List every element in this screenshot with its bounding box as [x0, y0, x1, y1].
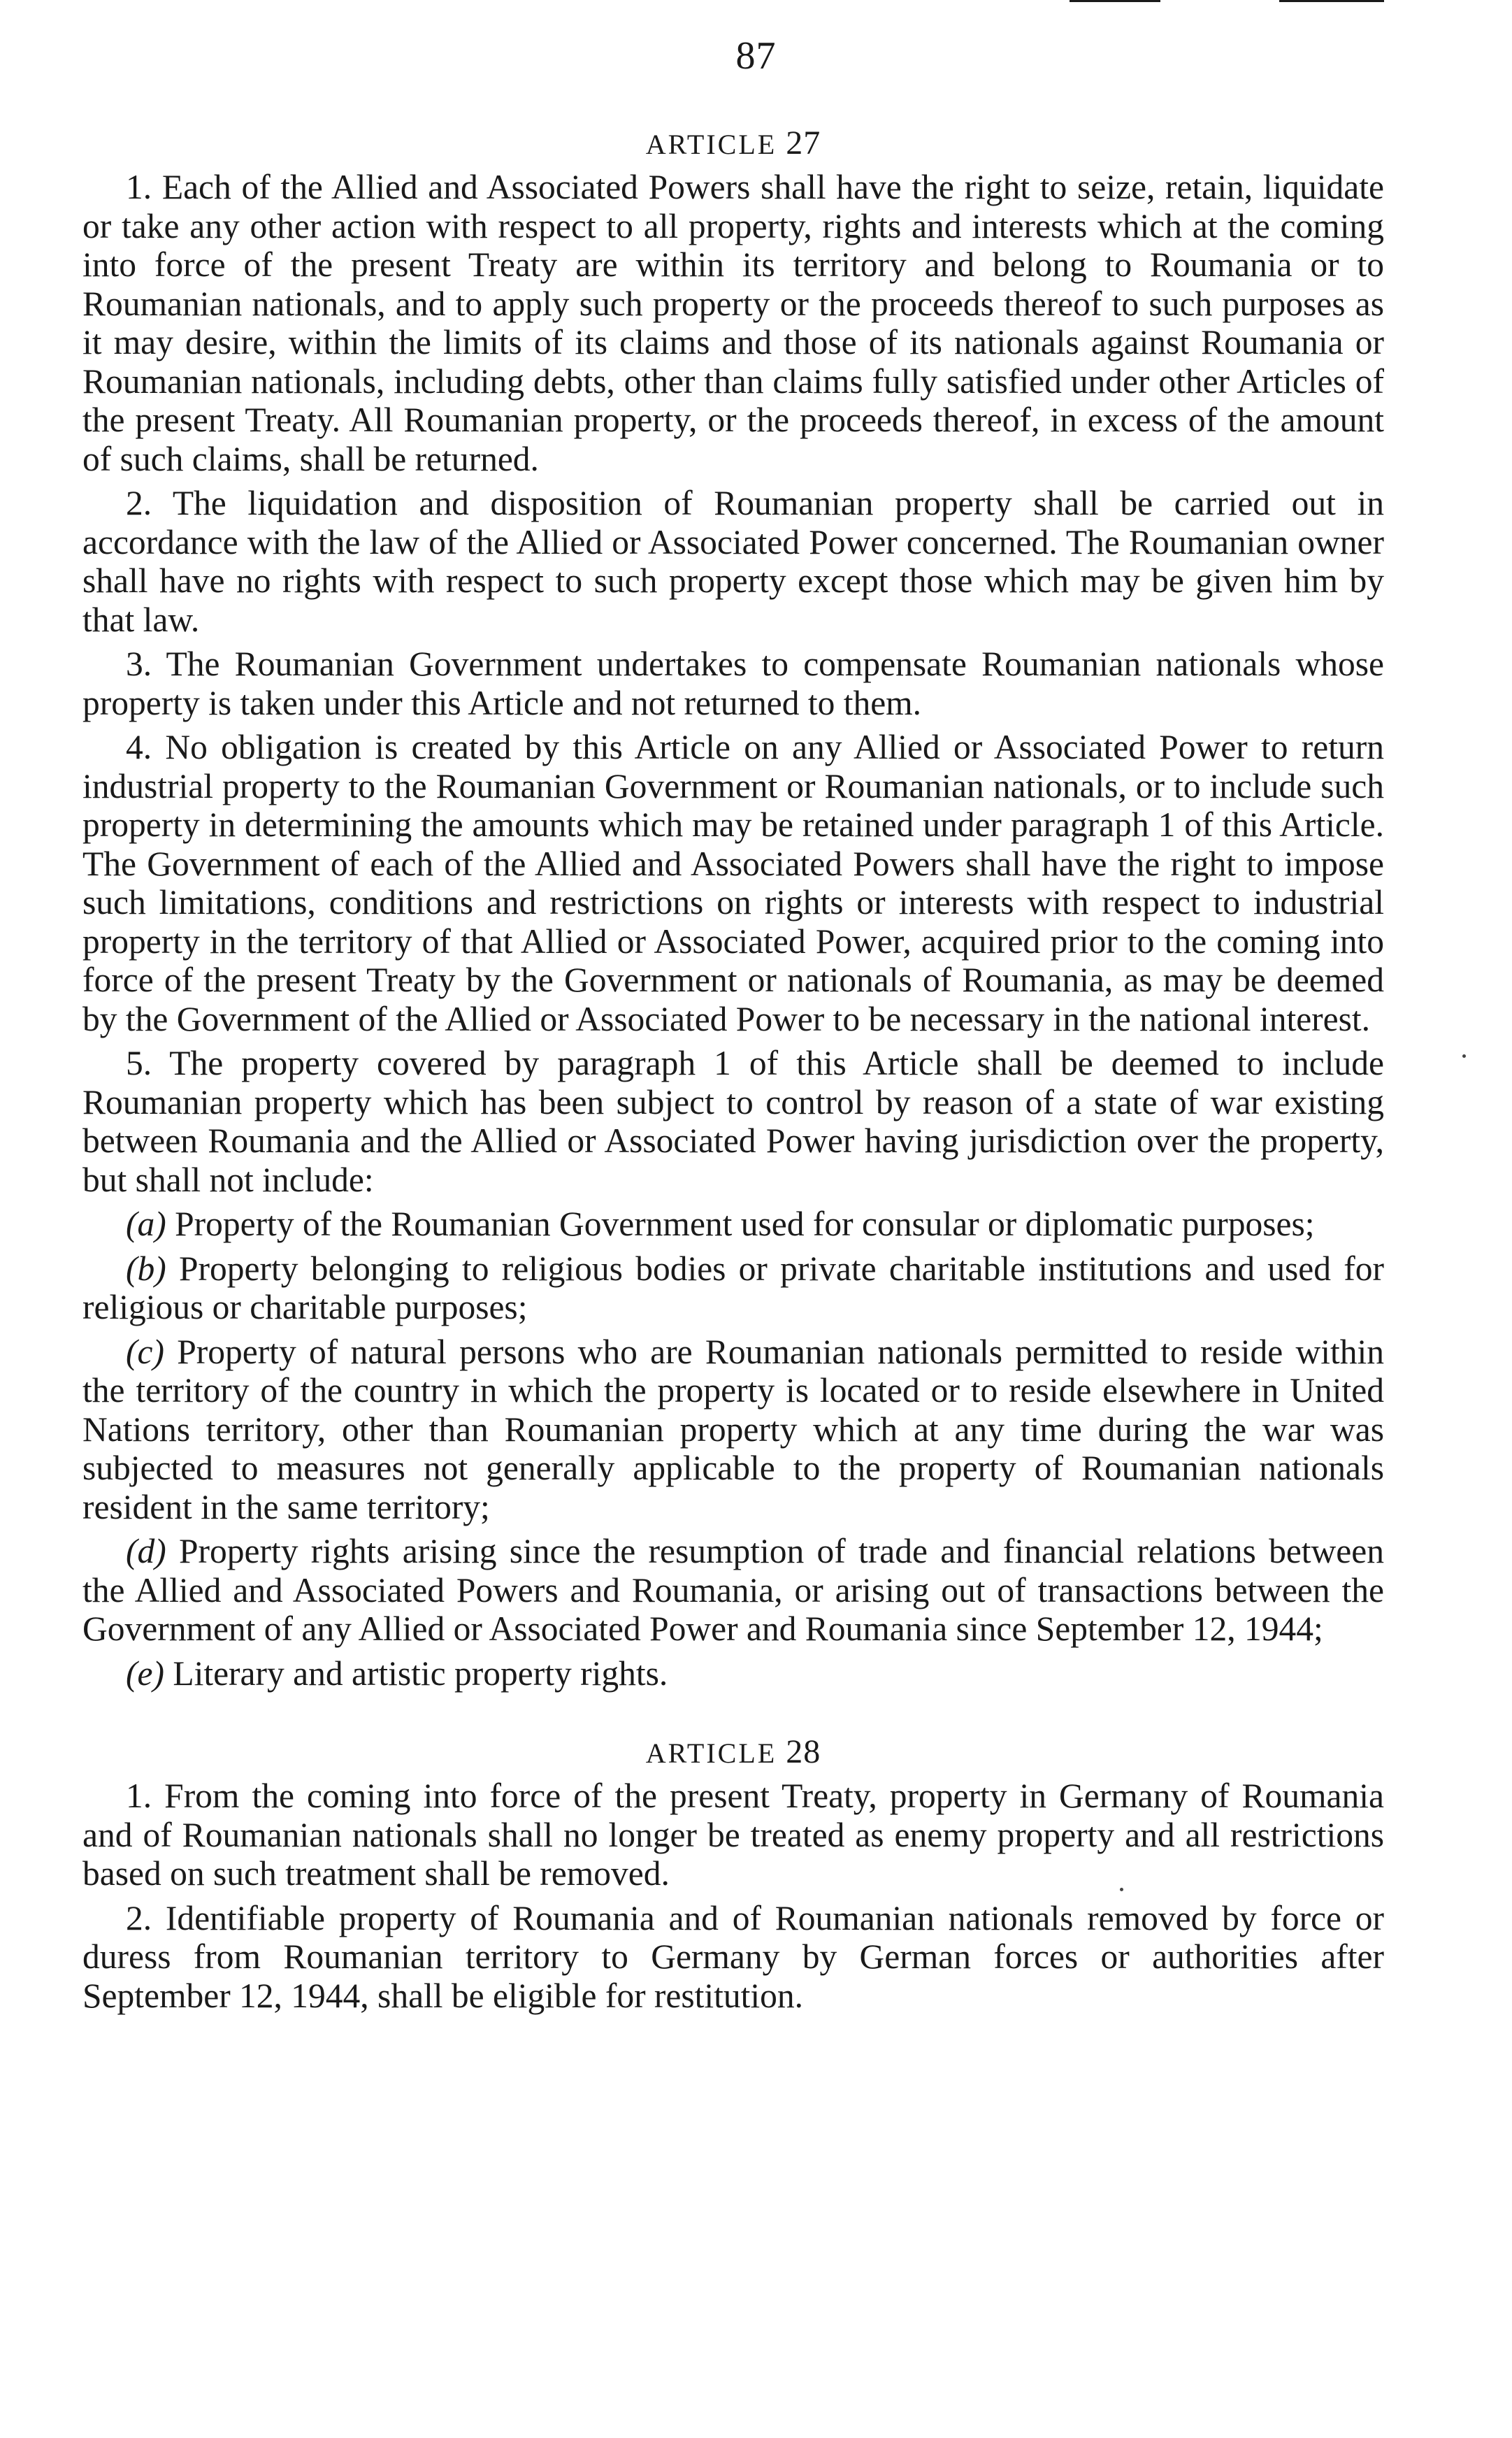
subitem-c-letter: (c) [126, 1332, 164, 1371]
article-28-number: 28 [786, 1733, 821, 1770]
article-28-label: ARTICLE [645, 1737, 777, 1769]
text-speck [1120, 1888, 1123, 1891]
subitem-a-letter: (a) [126, 1205, 166, 1243]
subitem-a-text: Property of the Roumanian Government used for consular or diplomatic purposes; [166, 1205, 1315, 1243]
subitem-e-text: Literary and artistic property rights. [164, 1654, 668, 1693]
subitem-e-letter: (e) [126, 1654, 164, 1693]
article-28-paragraph-2: 2. Identifiable property of Roumania and of Roumanian nationals removed by force or duress from Roumanian territory to Germany by German forces or authorities after September 12, 1944, shall be eligible for restitution. [82, 1898, 1384, 2015]
article-27-subitem-e [82, 1654, 1384, 1693]
article-27-heading [82, 126, 1384, 162]
article-27-block [82, 126, 1384, 2021]
margin-speck [1462, 1054, 1466, 1058]
article-27-paragraph-1: 1. Each of the Allied and Associated Powers shall have the right to seize, retain, liquidate or take any other action with respect to all property, rights and interests which at the coming into force of the present Treaty are within its territory and belong to Roumania or to Roumanian nationals, and to apply such property or the proceeds thereof to such purposes as it may desire, within the limits of its claims and those of its nationals against Roumania or Roumanian nationals, including debts, other than claims fully satisfied under other Articles of the present Treaty. All Roumanian property, or the proceeds thereof, in excess of the amount of such claims, shall be returned. [82, 168, 1384, 478]
top-edge-rule-left [1070, 0, 1160, 2]
article-27-subitem-b [82, 1249, 1384, 1327]
article-27-paragraph-2: 2. The liquidation and disposition of Roumanian property shall be carried out in accordance with the law of the Allied or Associated Power concerned. The Roumanian owner shall have no rights with respect to such property except those which may be given him by that law. [82, 484, 1384, 639]
article-27-paragraph-4: 4. No obligation is created by this Article on any Allied or Associated Power to return industrial property to the Roumanian Government or Roumanian nationals, or to include such property in determining the amounts which may be retained under paragraph 1 of this Article. The Government of each of the Allied and Associated Powers shall have the right to impose such limitations, conditions and restrictions on rights or interests with respect to industrial property in the territory of that Allied or Associated Power, acquired prior to the coming into force of the present Treaty by the Government or nationals of Roumania, as may be deemed by the Government of the Allied or Associated Power to be necessary in the national interest. [82, 728, 1384, 1038]
article-spacer [82, 1698, 1384, 1735]
article-27-paragraph-5: 5. The property covered by paragraph 1 of this Article shall be deemed to include Roumanian property which has been subject to control by reason of a state of war existing between Roumania and the Allied or Associated Power having jurisdiction over the property, but shall not include: [82, 1044, 1384, 1199]
subitem-d-letter: (d) [126, 1532, 166, 1570]
top-edge-rule-right [1279, 0, 1384, 2]
article-27-paragraph-3: 3. The Roumanian Government undertakes to compensate Roumanian nationals whose property is taken under this Article and not returned to them. [82, 645, 1384, 722]
subitem-c-text: Property of natural persons who are Roumanian nationals permitted to reside within the territory of the country in which the property is located or to reside elsewhere in United Nations territory, other than Roumanian property which at any time during the war was subjected to measures not generally applicable to the property of Roumanian nationals resident in the same territory; [82, 1332, 1384, 1526]
page-number: 87 [735, 34, 777, 78]
subitem-b-letter: (b) [126, 1249, 166, 1288]
article-27-label: ARTICLE [645, 129, 777, 160]
article-27-number: 27 [786, 124, 821, 162]
article-27-subitem-c [82, 1333, 1384, 1527]
article-28-paragraph-1: 1. From the coming into force of the present Treaty, property in Germany of Roumania and of Roumanian nationals shall no longer be treated as enemy property and all restrictions based on such treatment shall be removed. [82, 1777, 1384, 1893]
article-27-subitem-d [82, 1532, 1384, 1649]
subitem-d-text: Property rights arising since the resumption of trade and financial relations between the Allied and Associated Powers and Roumania, or arising out of transactions between the Government of any Allied or Associated Power and Roumania since September 12, 1944; [82, 1532, 1384, 1648]
article-28-heading [82, 1735, 1384, 1771]
subitem-b-text: Property belonging to religious bodies or private charitable institutions and used for religious or charitable purposes; [82, 1249, 1384, 1326]
article-27-subitem-a [82, 1205, 1384, 1244]
